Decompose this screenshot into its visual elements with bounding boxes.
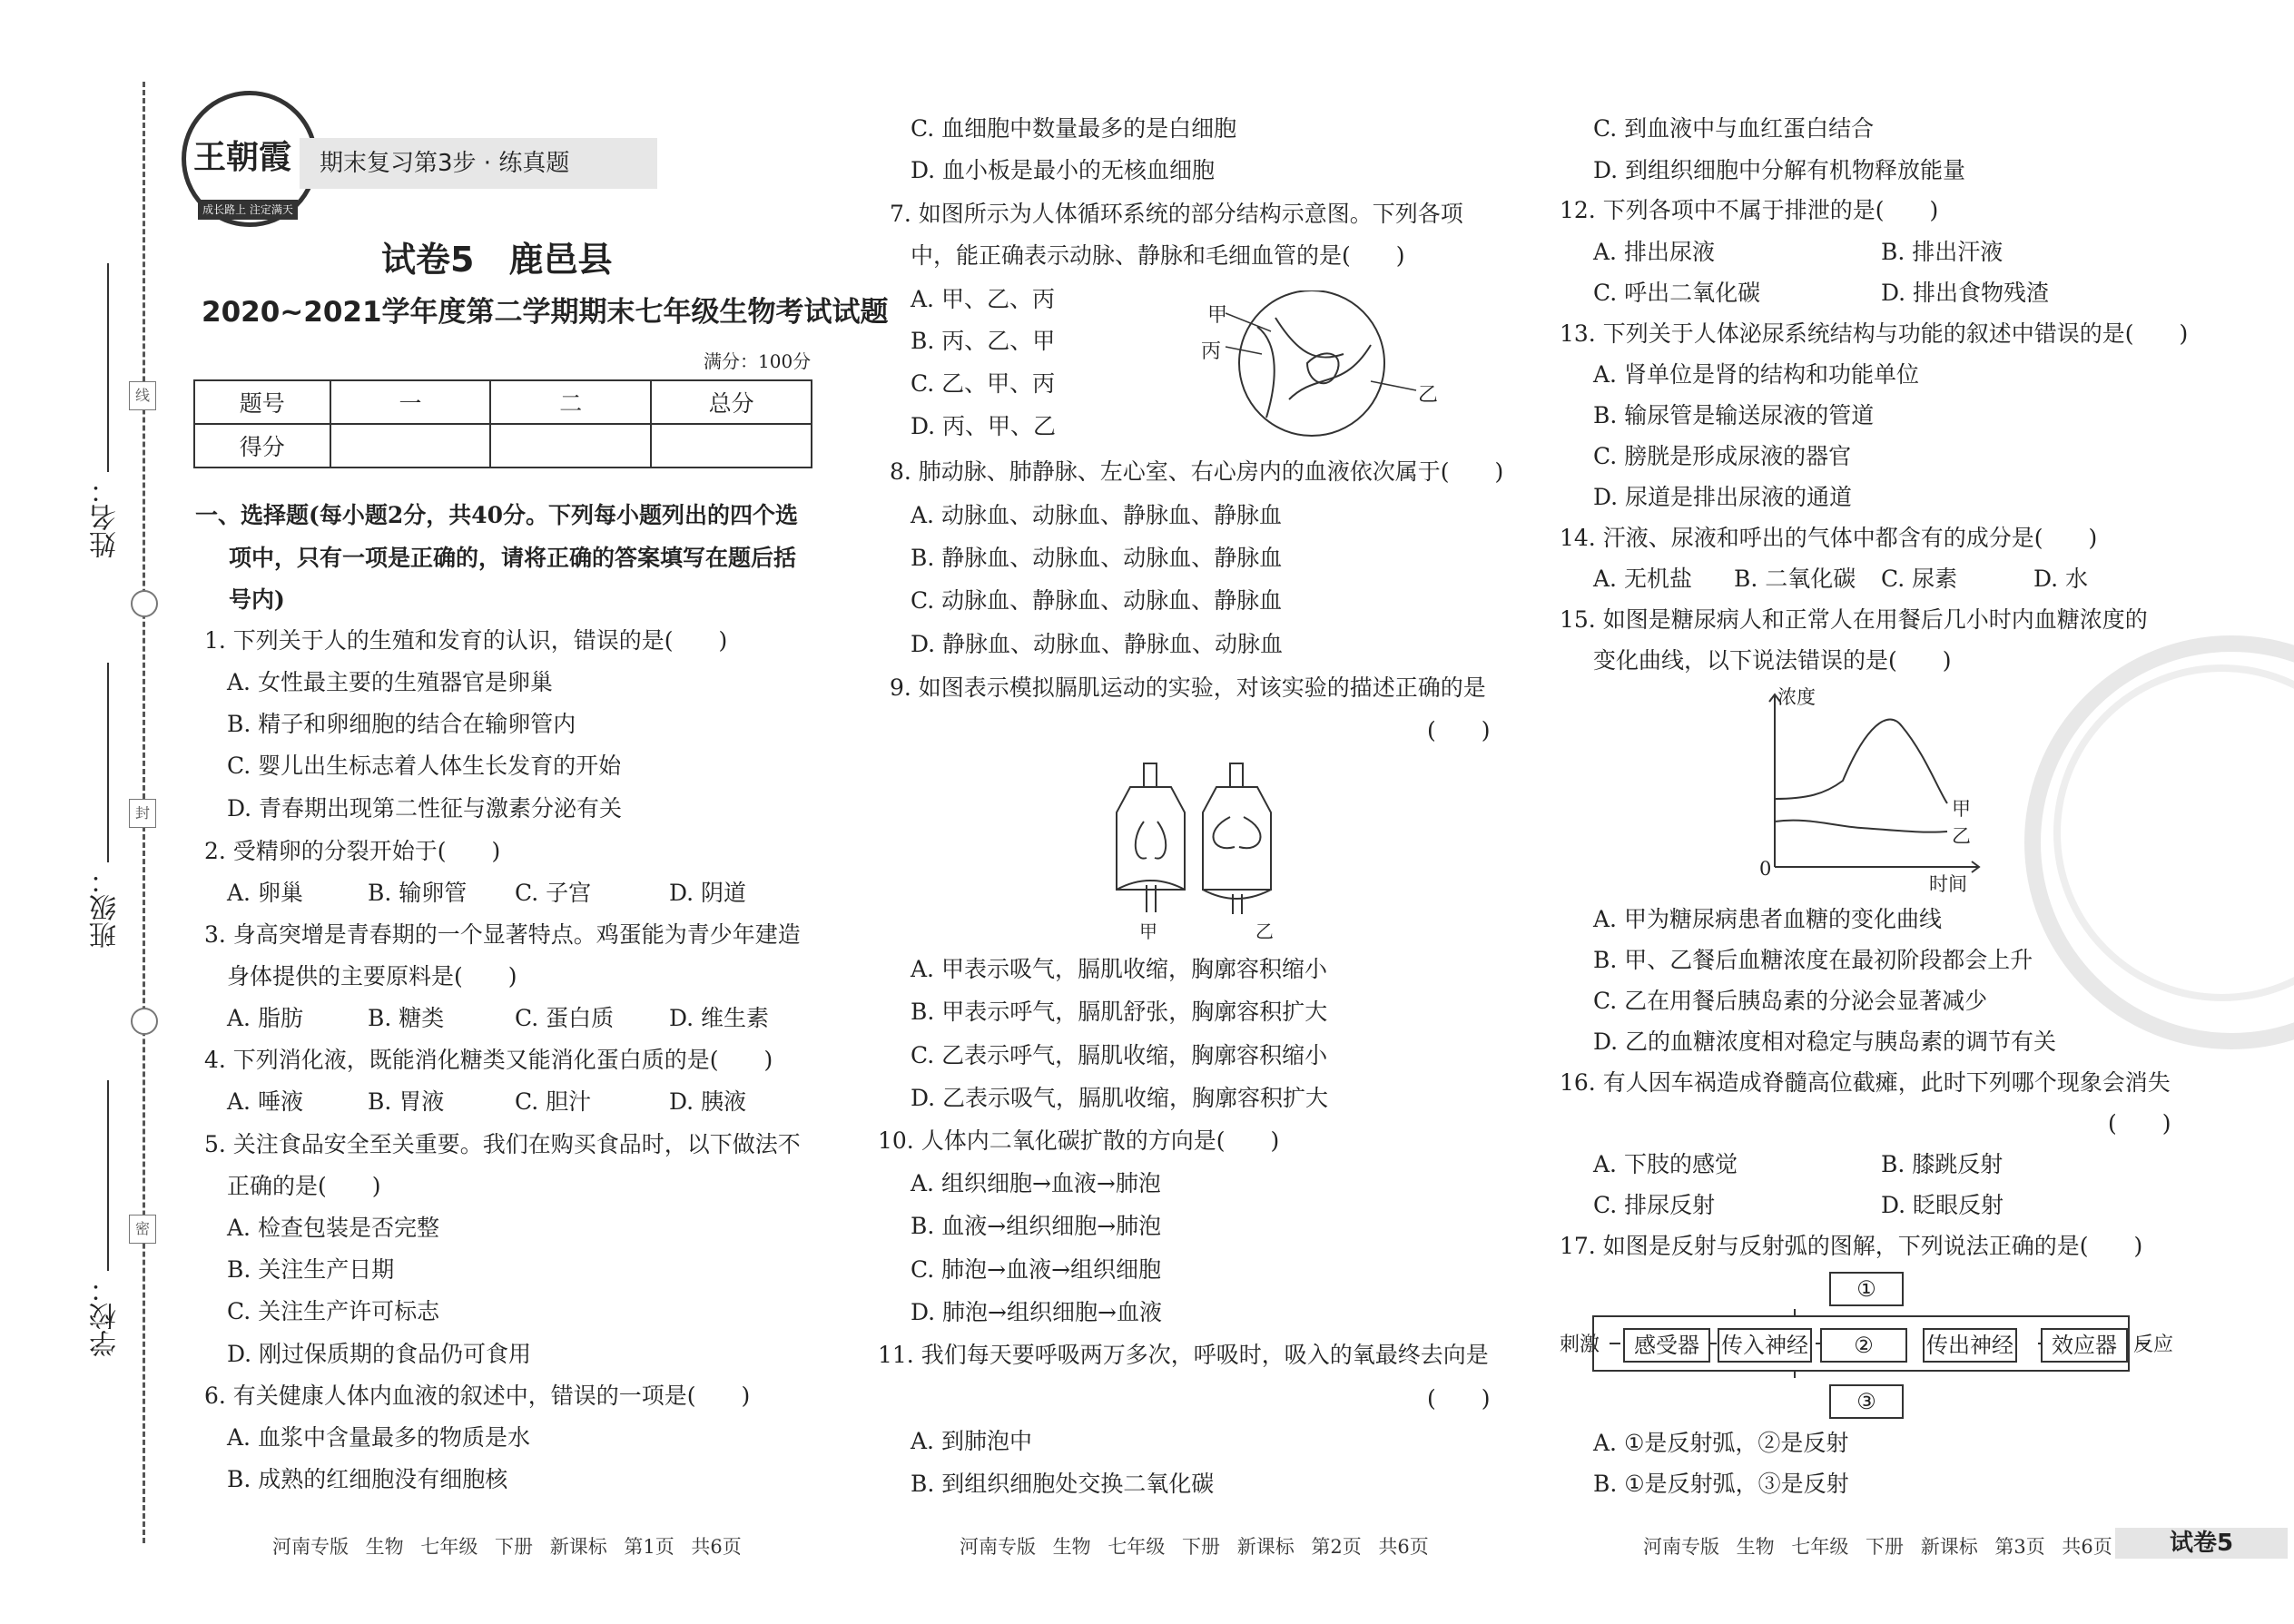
q9-option-d[interactable]: D. 乙表示吸气，膈肌收缩，胸廓容积扩大 [911, 1085, 1329, 1111]
seal-char-mi: 密 [129, 1215, 156, 1244]
question-3-cont: 身体提供的主要原料是( ) [227, 963, 517, 989]
brand-name: 王朝霞 [193, 138, 292, 176]
reflex-box-1: ① [1829, 1272, 1904, 1306]
q15-option-d[interactable]: D. 乙的血糖浓度相对稳定与胰岛素的调节有关 [1593, 1029, 2057, 1055]
q5-option-d[interactable]: D. 刚过保质期的食品仍可食用 [227, 1341, 532, 1367]
class-label: 班级： [90, 867, 122, 949]
seal-dot [131, 590, 158, 617]
q17-option-b[interactable]: B. ①是反射弧，③是反射 [1593, 1471, 1849, 1497]
q9-answer-paren[interactable]: ( ) [1427, 717, 1491, 743]
q1-option-d[interactable]: D. 青春期出现第二性征与激素分泌有关 [227, 795, 623, 822]
reflex-center: ② [1820, 1328, 1907, 1363]
q11-option-d[interactable]: D. 到组织细胞中分解有机物释放能量 [1593, 157, 1966, 183]
q14-option-c[interactable]: C. 尿素 [1881, 566, 1958, 592]
q3-option-d[interactable]: D. 维生素 [669, 1005, 770, 1031]
question-13: 13. 下列关于人体泌尿系统结构与功能的叙述中错误的是( ) [1560, 320, 2189, 347]
q12-option-c[interactable]: C. 呼出二氧化碳 [1593, 280, 1761, 306]
question-4: 4. 下列消化液，既能消化糖类又能消化蛋白质的是( ) [204, 1047, 773, 1073]
q6-option-b[interactable]: B. 成熟的红细胞没有细胞核 [227, 1466, 508, 1492]
reflex-effector: 效应器 [2041, 1328, 2128, 1363]
q5-option-b[interactable]: B. 关注生产日期 [227, 1256, 395, 1283]
question-15: 15. 如图是糖尿病人和正常人在用餐后几小时内血糖浓度的 [1560, 606, 2148, 633]
question-11: 11. 我们每天要呼吸两万多次，呼吸时，吸入的氧最终去向是 [878, 1342, 1489, 1368]
q14-option-b[interactable]: B. 二氧化碳 [1734, 566, 1856, 592]
school-field[interactable] [107, 1080, 109, 1271]
q14-option-d[interactable]: D. 水 [2033, 566, 2089, 592]
q6-option-a[interactable]: A. 血浆中含量最多的物质是水 [227, 1424, 530, 1451]
q10-option-d[interactable]: D. 肺泡→组织细胞→血液 [911, 1299, 1162, 1325]
score-table [193, 379, 812, 468]
q1-option-a[interactable]: A. 女性最主要的生殖器官是卵巢 [227, 669, 553, 695]
q11-option-b[interactable]: B. 到组织细胞处交换二氧化碳 [911, 1471, 1215, 1497]
page-footer-3: 河南专版 生物 七年级 下册 新课标 第3页 共6页 [1643, 1536, 2112, 1558]
q4-option-a[interactable]: A. 唾液 [227, 1088, 303, 1115]
chart-xlabel: 时间 [1929, 873, 1967, 895]
score-header-cell: 题号 [194, 380, 330, 424]
paper-subtitle: 2020~2021学年度第二学期期末七年级生物考试试题 [202, 296, 889, 329]
question-9: 9. 如图表示模拟膈肌运动的实验，对该实验的描述正确的是 [890, 674, 1486, 701]
section-heading: 一、选择题(每小题2分，共40分。下列每小题列出的四个选 [195, 502, 799, 528]
q1-option-b[interactable]: B. 精子和卵细胞的结合在输卵管内 [227, 711, 576, 737]
q10-option-c[interactable]: C. 肺泡→血液→组织细胞 [911, 1256, 1162, 1283]
paper-title: 试卷5 鹿邑县 [381, 240, 613, 280]
section-banner: 期末复习第3步 · 练真题 [300, 138, 657, 189]
reflex-efferent: 传出神经 [1923, 1328, 2017, 1363]
q5-option-c[interactable]: C. 关注生产许可标志 [227, 1298, 440, 1324]
q9-option-b[interactable]: B. 甲表示呼气，膈肌舒张，胸廓容积扩大 [911, 999, 1328, 1025]
section-heading: 号内) [229, 586, 285, 613]
q12-option-b[interactable]: B. 排出汗液 [1881, 239, 2004, 265]
q8-option-c[interactable]: C. 动脉血、静脉血、动脉血、静脉血 [911, 587, 1283, 614]
q15-option-c[interactable]: C. 乙在用餐后胰岛素的分泌会显著减少 [1593, 988, 1988, 1014]
q5-option-a[interactable]: A. 检查包装是否完整 [227, 1215, 439, 1241]
q2-option-b[interactable]: B. 输卵管 [368, 880, 468, 906]
q4-option-b[interactable]: B. 胃液 [368, 1088, 445, 1115]
reflex-afferent: 传入神经 [1718, 1328, 1812, 1363]
q8-option-b[interactable]: B. 静脉血、动脉血、动脉血、静脉血 [911, 545, 1283, 571]
question-16: 16. 有人因车祸造成脊髓高位截瘫，此时下列哪个现象会消失 [1560, 1069, 2171, 1096]
question-17: 17. 如图是反射与反射弧的图解，下列说法正确的是( ) [1560, 1233, 2143, 1259]
score-header-cell: 二 [490, 380, 651, 424]
q8-option-d[interactable]: D. 静脉血、动脉血、静脉血、动脉血 [911, 631, 1284, 657]
question-1: 1. 下列关于人的生殖和发育的认识，错误的是( ) [204, 627, 728, 654]
q7-option-b[interactable]: B. 丙、乙、甲 [911, 328, 1056, 354]
q16-option-c[interactable]: C. 排尿反射 [1593, 1192, 1716, 1218]
score-cell[interactable] [330, 424, 491, 468]
score-header-cell: 总分 [651, 380, 812, 424]
q11-option-c[interactable]: C. 到血液中与血红蛋白结合 [1593, 115, 1875, 142]
page-footer-2: 河南专版 生物 七年级 下册 新课标 第2页 共6页 [960, 1536, 1429, 1558]
class-field[interactable] [107, 663, 109, 862]
score-cell[interactable] [490, 424, 651, 468]
seal-char-feng: 封 [129, 799, 156, 828]
fig7-label-yi: 乙 [1418, 384, 1439, 407]
question-6: 6. 有关健康人体内血液的叙述中，错误的一项是( ) [204, 1383, 751, 1409]
seal-char-xian: 线 [129, 381, 156, 410]
q12-option-a[interactable]: A. 排出尿液 [1593, 239, 1715, 265]
score-header-cell: 一 [330, 380, 491, 424]
reflex-box-3: ③ [1829, 1384, 1904, 1419]
q12-option-d[interactable]: D. 排出食物残渣 [1881, 280, 2050, 306]
question-7: 7. 如图所示为人体循环系统的部分结构示意图。下列各项 [890, 201, 1463, 227]
fig9-label-yi: 乙 [1255, 920, 1274, 942]
question-10: 10. 人体内二氧化碳扩散的方向是( ) [878, 1127, 1280, 1154]
q3-option-b[interactable]: B. 糖类 [368, 1005, 445, 1031]
q16-option-b[interactable]: B. 膝跳反射 [1881, 1151, 2004, 1177]
question-15-cont: 变化曲线，以下说法错误的是( ) [1593, 647, 1952, 674]
fig7-label-bing: 丙 [1201, 340, 1222, 363]
q7-option-d[interactable]: D. 丙、甲、乙 [911, 413, 1057, 439]
q16-option-a[interactable]: A. 下肢的感觉 [1593, 1151, 1738, 1177]
question-14: 14. 汗液、尿液和呼出的气体中都含有的成分是( ) [1560, 525, 2098, 551]
question-3: 3. 身高突增是青春期的一个显著特点。鸡蛋能为青少年建造 [204, 921, 801, 948]
q1-option-c[interactable]: C. 婴儿出生标志着人体生长发育的开始 [227, 753, 622, 779]
curve-label-yi: 乙 [1952, 825, 1971, 847]
q11-option-a[interactable]: A. 到肺泡中 [911, 1428, 1032, 1454]
reflex-response: 反应 [2133, 1334, 2174, 1356]
q11-answer-paren[interactable]: ( ) [1427, 1385, 1491, 1412]
chart-ylabel: 浓度 [1777, 686, 1816, 708]
question-5-cont: 正确的是( ) [227, 1173, 381, 1199]
name-label: 姓名： [90, 477, 122, 558]
q8-option-a[interactable]: A. 动脉血、动脉血、静脉血、静脉血 [911, 502, 1282, 528]
q13-option-d[interactable]: D. 尿道是排出尿液的通道 [1593, 484, 1853, 510]
name-field[interactable] [107, 263, 109, 472]
diaphragm-figure [1094, 758, 1303, 917]
q7-option-c[interactable]: C. 乙、甲、丙 [911, 370, 1056, 397]
q17-option-a[interactable]: A. ①是反射弧，②是反射 [1593, 1430, 1849, 1456]
q9-option-c[interactable]: C. 乙表示呼气，膈肌收缩，胸廓容积缩小 [911, 1042, 1328, 1068]
q14-option-a[interactable]: A. 无机盐 [1593, 566, 1692, 592]
q3-option-a[interactable]: A. 脂肪 [227, 1005, 303, 1031]
fig7-label-jia: 甲 [1207, 304, 1228, 327]
question-7-cont: 中，能正确表示动脉、静脉和毛细血管的是( ) [911, 242, 1405, 269]
section-heading: 项中，只有一项是正确的，请将正确的答案填写在题后括 [229, 545, 797, 571]
seal-dot [131, 1008, 158, 1035]
curve-yi [1775, 821, 1947, 832]
full-marks: 满分：100分 [704, 350, 812, 372]
q13-option-c[interactable]: C. 膀胱是形成尿液的器官 [1593, 443, 1852, 469]
chart-origin: 0 [1759, 858, 1772, 880]
q10-option-b[interactable]: B. 血液→组织细胞→肺泡 [911, 1213, 1162, 1239]
q9-option-a[interactable]: A. 甲表示吸气，膈肌收缩，胸廓容积缩小 [911, 956, 1327, 982]
reflex-stimulus: 刺激 [1560, 1334, 1600, 1356]
q10-option-a[interactable]: A. 组织细胞→血液→肺泡 [911, 1170, 1161, 1196]
q4-option-c[interactable]: C. 胆汁 [515, 1088, 592, 1115]
question-2: 2. 受精卵的分裂开始于( ) [204, 838, 501, 864]
q7-option-a[interactable]: A. 甲、乙、丙 [911, 286, 1055, 312]
q6-option-c[interactable]: C. 血细胞中数量最多的是白细胞 [911, 115, 1237, 142]
question-5: 5. 关注食品安全至关重要。我们在购买食品时，以下做法不 [204, 1131, 801, 1157]
reflex-receptor: 感受器 [1623, 1328, 1710, 1363]
q13-option-a[interactable]: A. 肾单位是肾的结构和功能单位 [1593, 361, 1919, 388]
q4-option-d[interactable]: D. 胰液 [669, 1088, 747, 1115]
curve-jia [1775, 720, 1947, 804]
q15-option-b[interactable]: B. 甲、乙餐后血糖浓度在最初阶段都会上升 [1593, 947, 2033, 973]
q16-option-d[interactable]: D. 眨眼反射 [1881, 1192, 2004, 1218]
page-footer-1: 河南专版 生物 七年级 下册 新课标 第1页 共6页 [272, 1536, 742, 1558]
q15-option-a[interactable]: A. 甲为糖尿病患者血糖的变化曲线 [1593, 906, 1942, 932]
score-cell[interactable] [651, 424, 812, 468]
q3-option-c[interactable]: C. 蛋白质 [515, 1005, 615, 1031]
q2-option-d[interactable]: D. 阴道 [669, 880, 747, 906]
question-12: 12. 下列各项中不属于排泄的是( ) [1560, 197, 1939, 223]
brand-motto: 成长路上 注定满天 [198, 200, 298, 220]
school-label: 学校： [90, 1275, 122, 1357]
score-row-label: 得分 [194, 424, 330, 468]
fig9-label-jia: 甲 [1139, 920, 1157, 942]
question-8: 8. 肺动脉、肺静脉、左心室、右心房内的血液依次属于( ) [890, 458, 1504, 485]
q2-option-c[interactable]: C. 子宫 [515, 880, 592, 906]
paper-tag: 试卷5 [2115, 1528, 2288, 1559]
q16-answer-paren[interactable]: ( ) [2108, 1110, 2171, 1137]
q6-option-d[interactable]: D. 血小板是最小的无核血细胞 [911, 157, 1216, 183]
curve-label-jia: 甲 [1952, 798, 1971, 820]
q13-option-b[interactable]: B. 输尿管是输送尿液的管道 [1593, 402, 1875, 428]
q2-option-a[interactable]: A. 卵巢 [227, 880, 303, 906]
blood-sugar-chart [1743, 690, 1988, 890]
